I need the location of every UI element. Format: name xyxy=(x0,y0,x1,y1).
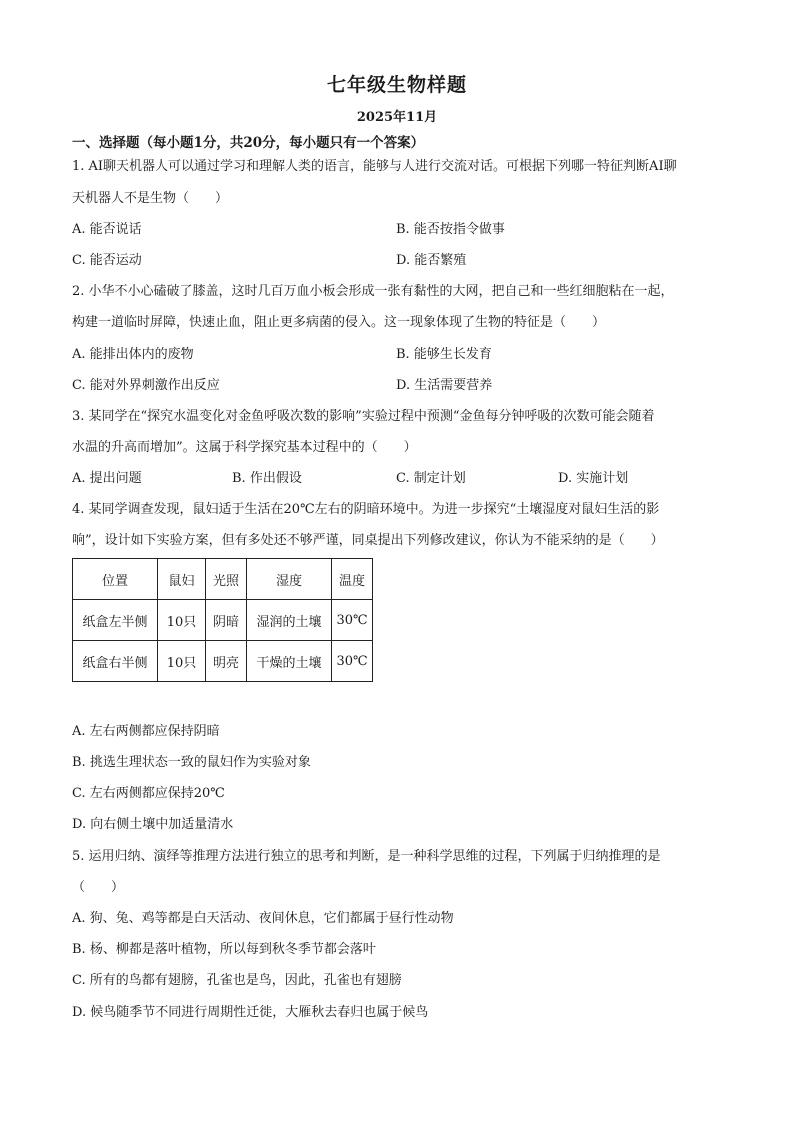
q5-option-d: D. 候鸟随季节不同进行周期性迁徙，大雁秋去春归也属于候鸟 xyxy=(72,1005,429,1020)
table-cell: 阴暗 xyxy=(206,600,247,641)
q1-option-a: A. 能否说话 xyxy=(72,222,142,237)
table-header-cell: 位置 xyxy=(73,559,158,600)
q5-option-b: B. 杨、柳都是落叶植物，所以每到秋冬季节都会落叶 xyxy=(72,942,376,957)
q1-stem-line1: 1. AI聊天机器人可以通过学习和理解人类的语言，能够与人进行交流对话。可根据下列哪一特征判断AI聊 xyxy=(72,159,677,174)
q3-option-b: B. 作出假设 xyxy=(232,471,302,486)
q4-option-c: C. 左右两侧都应保持20℃ xyxy=(72,786,225,801)
q5-stem-line2: （ ） xyxy=(72,880,125,895)
exam-date: 2025年11月 xyxy=(356,110,438,125)
table-header-cell: 鼠妇 xyxy=(158,559,206,600)
table-cell: 10只 xyxy=(158,600,206,641)
table-header-cell: 温度 xyxy=(332,559,373,600)
table-cell: 明亮 xyxy=(206,641,247,682)
q2-option-c: C. 能对外界刺激作出反应 xyxy=(72,378,220,393)
table-cell: 10只 xyxy=(158,641,206,682)
section-heading: 一、选择题（每小题1分，共20分，每小题只有一个答案） xyxy=(72,135,425,151)
table-cell: 30℃ xyxy=(332,600,373,641)
q4-option-b: B. 挑选生理状态一致的鼠妇作为实验对象 xyxy=(72,755,311,770)
q2-option-a: A. 能排出体内的废物 xyxy=(72,347,194,362)
q5-option-c: C. 所有的鸟都有翅膀，孔雀也是鸟，因此，孔雀也有翅膀 xyxy=(72,973,402,988)
q3-stem-line2: 水温的升高而增加”。这属于科学探究基本过程中的（ ） xyxy=(72,440,417,455)
experiment-table xyxy=(72,558,373,682)
table-cell: 纸盒左半侧 xyxy=(73,600,158,641)
table-header-row xyxy=(73,559,373,600)
q2-stem-line1: 2. 小华不小心磕破了膝盖，这时几百万血小板会形成一张有黏性的大网，把自己和一些红细胞粘在一起， xyxy=(72,284,674,299)
q4-option-d: D. 向右侧土壤中加适量清水 xyxy=(72,817,234,832)
q1-option-d: D. 能否繁殖 xyxy=(396,253,467,268)
table-header-cell: 光照 xyxy=(206,559,247,600)
q1-option-c: C. 能否运动 xyxy=(72,253,142,268)
q2-option-d: D. 生活需要营养 xyxy=(396,378,493,393)
q4-option-a: A. 左右两侧都应保持阴暗 xyxy=(72,724,220,739)
q3-option-d: D. 实施计划 xyxy=(558,471,629,486)
q4-stem-line1: 4. 某同学调查发现，鼠妇适于生活在20℃左右的阴暗环境中。为进一步探究“土壤湿度对鼠妇生活的影 xyxy=(72,502,660,517)
q2-option-b: B. 能够生长发育 xyxy=(396,347,492,362)
q4-stem-line2: 响”，设计如下实验方案，但有多处还不够严谨，同桌提出下列修改建议，你认为不能采纳的是（ ） xyxy=(72,533,664,548)
table-row xyxy=(73,600,373,641)
q3-option-a: A. 提出问题 xyxy=(72,471,142,486)
q5-option-a: A. 狗、兔、鸡等都是白天活动、夜间休息，它们都属于昼行性动物 xyxy=(72,911,454,926)
table-cell: 纸盒右半侧 xyxy=(73,641,158,682)
q3-stem-line1: 3. 某同学在“探究水温变化对金鱼呼吸次数的影响”实验过程中预测“金鱼每分钟呼吸的次数可能会随着 xyxy=(72,409,655,424)
table-header-cell: 湿度 xyxy=(247,559,332,600)
q1-option-b: B. 能否按指令做事 xyxy=(396,222,505,237)
table-cell: 干燥的土壤 xyxy=(247,641,332,682)
page-title: 七年级生物样题 xyxy=(326,74,467,96)
table-row xyxy=(73,641,373,682)
q1-stem-line2: 天机器人不是生物（ ） xyxy=(72,191,229,206)
q2-stem-line2: 构建一道临时屏障，快速止血，阻止更多病菌的侵入。这一现象体现了生物的特征是（ ） xyxy=(72,315,606,330)
table-cell: 湿润的土壤 xyxy=(247,600,332,641)
q5-stem-line1: 5. 运用归纳、演绎等推理方法进行独立的思考和判断，是一种科学思维的过程，下列属于归纳推理的是 xyxy=(72,849,661,864)
table-cell: 30℃ xyxy=(332,641,373,682)
q3-option-c: C. 制定计划 xyxy=(396,471,466,486)
